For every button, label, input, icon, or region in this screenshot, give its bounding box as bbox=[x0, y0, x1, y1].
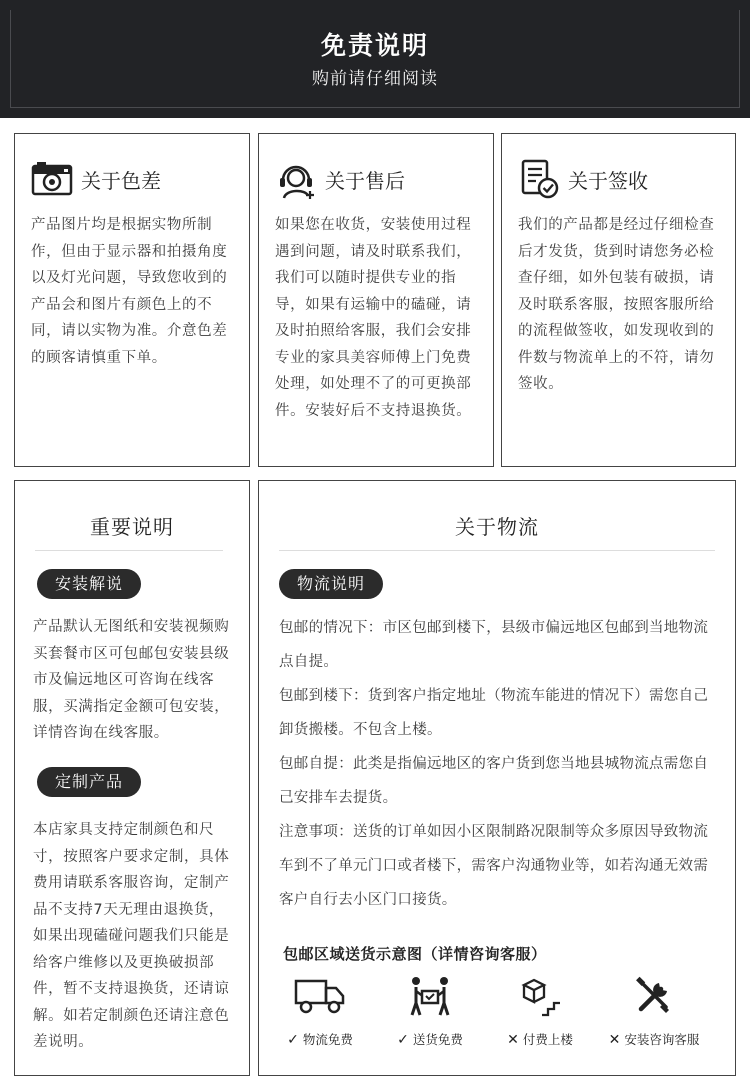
check-icon: ✓ bbox=[287, 1032, 299, 1048]
section-title: 重要说明 bbox=[90, 515, 174, 539]
service-label-text: 付费上楼 bbox=[522, 1032, 573, 1047]
card-title: 关于签收 bbox=[568, 168, 648, 193]
card-after-sales bbox=[258, 133, 494, 467]
service-label-text: 安装咨询客服 bbox=[624, 1032, 700, 1047]
truck-icon bbox=[265, 975, 375, 1019]
service-label bbox=[375, 1030, 485, 1048]
divider bbox=[279, 550, 715, 551]
page-header bbox=[0, 0, 750, 118]
card-text: 如果您在收货，安装使用过程遇到问题，请及时联系我们，我们可以随时提供专业的指导，如果有运输中的磕碰，请及时拍照给客服，我们会安排专业的家具美容师傅上门免费处理，如处理不了的可更换部件。安装好后不支持退换货。 bbox=[275, 217, 472, 419]
card-text: 我们的产品都是经过仔细检查后才发货，货到时请您务必检查仔细，如外包装有破损，请及时联系客服，按照客服所给的流程做签收，如发现收到的件数与物流单上的不符，请勿签收。 bbox=[518, 217, 715, 392]
logistics-paragraph: 包邮到楼下：货到客户指定地址（物流车能进的情况下）需您自己卸货搬楼。不包含上楼。 bbox=[279, 688, 709, 738]
diagram-title: 包邮区域送货示意图（详情咨询客服） bbox=[283, 945, 547, 963]
section-title: 关于物流 bbox=[455, 515, 539, 539]
stairs-box-icon bbox=[485, 975, 595, 1019]
checklist-icon bbox=[518, 158, 564, 200]
service-label-text: 送货免费 bbox=[412, 1032, 463, 1047]
cross-icon: ✕ bbox=[608, 1032, 621, 1048]
service-item bbox=[265, 975, 375, 1065]
custom-text: 本店家具支持定制颜色和尺寸，按照客户要求定制，具体费用请联系客服咨询，定制产品不支持7天无理由退换货，如果出现磕碰问题我们只能是给客户维修以及更换破损部件，暂不支持退换货，还请谅解。如若定制颜色还请注意色差说明。 bbox=[33, 822, 230, 1050]
important-notes-panel bbox=[14, 480, 250, 1076]
logistics-paragraph: 包邮的情况下：市区包邮到楼下，县级市偏远地区包邮到当地物流点自提。 bbox=[279, 620, 709, 670]
check-icon: ✓ bbox=[397, 1032, 409, 1048]
card-title: 关于售后 bbox=[325, 168, 405, 193]
cross-icon: ✕ bbox=[507, 1032, 519, 1048]
page-title: 免责说明 bbox=[320, 31, 429, 60]
service-item bbox=[595, 975, 713, 1065]
service-item bbox=[375, 975, 485, 1065]
divider bbox=[35, 550, 223, 551]
page-subtitle: 购前请仔细阅读 bbox=[312, 69, 438, 89]
logistics-paragraph: 包邮自提：此类是指偏远地区的客户货到您当地县城物流点需您自己安排车去提货。 bbox=[279, 756, 709, 806]
service-label bbox=[595, 1030, 713, 1048]
service-label bbox=[485, 1030, 595, 1048]
custom-tag: 定制产品 bbox=[37, 767, 141, 797]
install-text: 产品默认无图纸和安装视频购买套餐市区可包邮包安装县级市及偏远地区可咨询在线客服，买满指定金额可包安装，详情咨询在线客服。 bbox=[33, 619, 230, 741]
install-tag: 安装解说 bbox=[37, 569, 141, 599]
card-text: 产品图片均是根据实物所制作，但由于显示器和拍摄角度以及灯光问题，导致您收到的产品会和图片有颜色上的不同，请以实物为准。介意色差的顾客请慎重下单。 bbox=[31, 217, 228, 366]
customer-service-icon bbox=[275, 158, 321, 200]
card-title: 关于色差 bbox=[81, 168, 161, 193]
logistics-tag: 物流说明 bbox=[279, 569, 383, 599]
card-color-difference bbox=[14, 133, 250, 467]
tools-icon bbox=[595, 975, 713, 1019]
service-label bbox=[265, 1030, 375, 1048]
service-label-text: 物流免费 bbox=[302, 1032, 353, 1047]
service-item bbox=[485, 975, 595, 1065]
camera-icon bbox=[31, 158, 77, 200]
logistics-panel bbox=[258, 480, 736, 1076]
card-sign-for bbox=[501, 133, 736, 467]
logistics-paragraph: 注意事项：送货的订单如因小区限制路况限制等众多原因导致物流车到不了单元门口或者楼下，需客户沟通物业等，如若沟通无效需客户自行去小区门口接货。 bbox=[279, 824, 709, 908]
delivery-person-icon bbox=[375, 975, 485, 1019]
